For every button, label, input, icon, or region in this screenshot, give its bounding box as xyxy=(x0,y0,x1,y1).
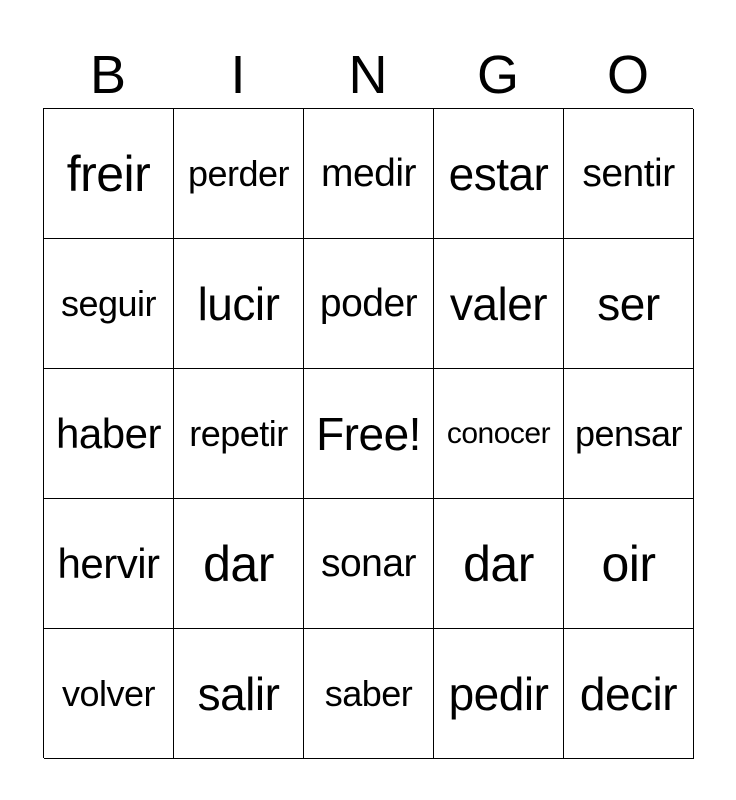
bingo-cell[interactable]: pensar xyxy=(564,369,694,499)
bingo-cell[interactable]: estar xyxy=(434,109,564,239)
bingo-cell[interactable]: dar xyxy=(434,499,564,629)
bingo-cell[interactable]: ser xyxy=(564,239,694,369)
bingo-cell[interactable]: oir xyxy=(564,499,694,629)
bingo-cell[interactable]: conocer xyxy=(434,369,564,499)
bingo-cell[interactable]: poder xyxy=(304,239,434,369)
header-letter-o: O xyxy=(606,45,649,105)
bingo-cell[interactable]: volver xyxy=(44,629,174,759)
header-letter-n: N xyxy=(348,45,388,105)
bingo-cell[interactable]: seguir xyxy=(44,239,174,369)
bingo-cell[interactable]: lucir xyxy=(174,239,304,369)
bingo-cell[interactable]: perder xyxy=(174,109,304,239)
bingo-cell[interactable]: haber xyxy=(44,369,174,499)
bingo-cell[interactable]: pedir xyxy=(434,629,564,759)
free-space[interactable]: Free! xyxy=(304,369,434,499)
bingo-cell[interactable]: decir xyxy=(564,629,694,759)
bingo-cell[interactable]: hervir xyxy=(44,499,174,629)
bingo-cell[interactable]: sonar xyxy=(304,499,434,629)
bingo-cell[interactable]: dar xyxy=(174,499,304,629)
bingo-cell[interactable]: freir xyxy=(44,109,174,239)
header-letter-i: I xyxy=(230,45,246,105)
bingo-cell[interactable]: medir xyxy=(304,109,434,239)
bingo-cell[interactable]: sentir xyxy=(564,109,694,239)
bingo-cell[interactable]: valer xyxy=(434,239,564,369)
bingo-card xyxy=(43,108,693,758)
bingo-cell[interactable]: repetir xyxy=(174,369,304,499)
bingo-header xyxy=(43,42,693,108)
bingo-cell[interactable]: saber xyxy=(304,629,434,759)
bingo-cell[interactable]: salir xyxy=(174,629,304,759)
header-letter-b: B xyxy=(89,45,127,105)
header-letter-g: G xyxy=(476,45,519,105)
